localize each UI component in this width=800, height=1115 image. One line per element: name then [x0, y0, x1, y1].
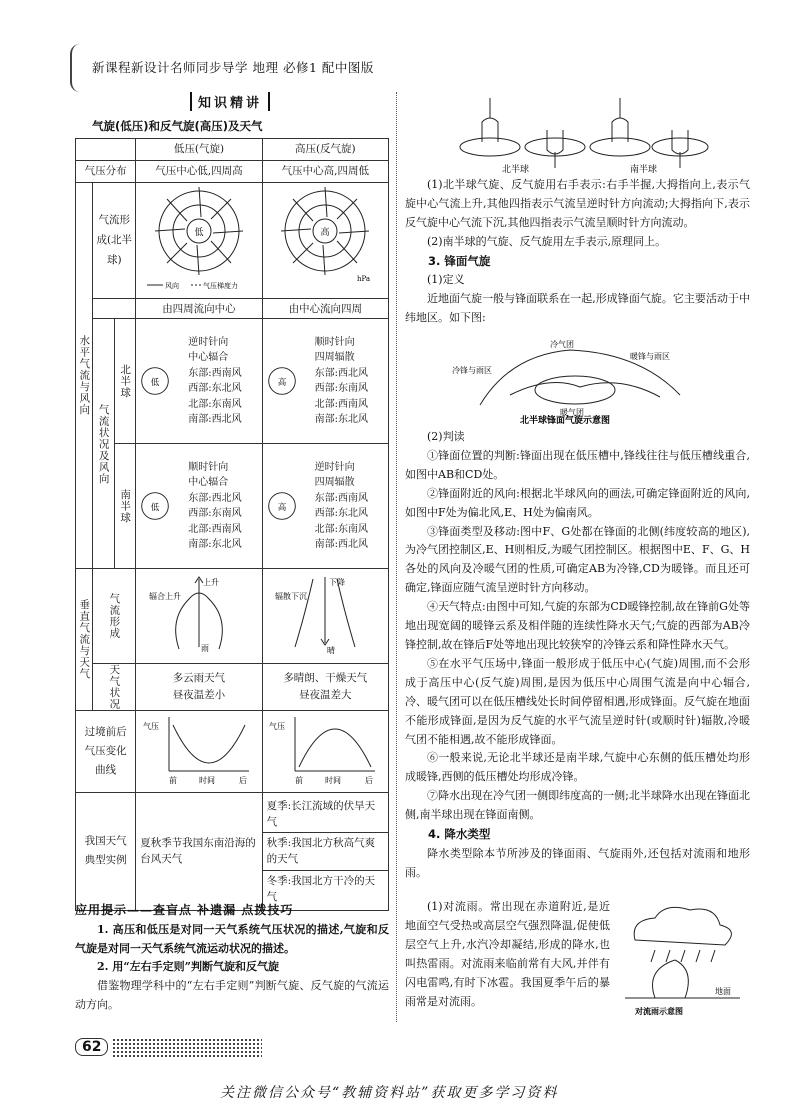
north-low-list: 逆时针向 中心辐合 东部:西南风 西部:东北风 北部:东南风 南部:西北风: [188, 336, 242, 426]
downdraft-diagram: [265, 569, 385, 657]
front-cyclone-figure: [450, 335, 700, 425]
front-figure-caption: 北半球锋面气旋示意图: [520, 416, 611, 425]
svg-text:下降: 下降: [329, 578, 346, 588]
column-divider: [396, 92, 397, 1022]
right-text-1: [405, 176, 750, 328]
tips-title: 应用提示——查盲点 补遗漏 点拨技巧: [75, 903, 294, 917]
svg-text:时间: 时间: [198, 775, 215, 785]
judge-label: (2)判读: [427, 430, 465, 443]
svg-text:后: 后: [238, 775, 247, 785]
label-curve: 过境前后气压变化曲线: [76, 710, 136, 792]
updraft-diagram: [139, 569, 259, 657]
curve-low: [139, 711, 259, 787]
convection-text: [405, 898, 610, 1011]
svg-text:晴: 晴: [327, 646, 336, 656]
curve-high: [265, 711, 385, 787]
group-flow-state: 气流状况及风向: [93, 319, 115, 569]
svg-text:前: 前: [295, 775, 304, 785]
col-header-high: 高压(反气旋): [262, 139, 388, 161]
label-cold-air: 冷气团: [550, 340, 574, 349]
typical-high: 夏季:长江流域的伏旱天气 秋季:我国北方秋高气爽的天气 冬季:我国北方干冷的天气: [262, 792, 388, 910]
judge-4: ④天气特点:由图中可知,气旋的东部为CD暖锋控制,故在锋前G处等地出现宽阔的暖锋云系及相伴随的连续性降水天气;气旋的西部为AB冷锋控制,故在锋后F处等地出现比较狭窄的冷锋云系和降性降水天气。: [405, 600, 750, 651]
legend-force: 气压梯度力: [202, 282, 238, 290]
high-center-label: 高: [320, 228, 330, 238]
col-header-low: 低压(气旋): [136, 139, 262, 161]
knowledge-table: [75, 138, 389, 911]
definition-text: 近地面气旋一般与锋面联系在一起,形成锋面气旋。它主要活动于中纬地区。如下图:: [405, 292, 750, 325]
south-low-swirl: [136, 487, 174, 525]
row-label-pressure: 气压分布: [76, 161, 136, 183]
label-north: 北半球: [114, 319, 136, 444]
hpa-unit: hPa: [357, 275, 371, 283]
group-horizontal: 水平气流与风向: [76, 183, 93, 569]
tips-p3: 借鉴物理学科中的“左右手定则”判断气旋、反气旋的气流运动方向。: [75, 979, 389, 1012]
svg-text:上升: 上升: [202, 578, 219, 588]
judge-3: ③锋面类型及移动:图中F、G处都在锋面的北侧(纬度较高的地区),为冷气团控制区,E、H则相反,为暖气团控制区。根据图中E、F、G、H各处的风向及冷暖气团的性质,可确定AB为冷锋,CD为暖锋。而且还可确定,锋面应随气流呈逆时针方向移动。: [405, 524, 750, 595]
label-cold-front: 冷锋与雨区: [452, 366, 492, 375]
label-warm-front: 暖锋与雨区: [630, 352, 670, 361]
pressure-high: 气压中心高,四周低: [262, 161, 388, 183]
subtitle: 气旋(低压)和反气旋(高压)及天气: [92, 119, 263, 133]
svg-text:高: 高: [277, 378, 286, 389]
svg-text:后: 后: [365, 775, 374, 785]
svg-text:辐散下沉: 辐散下沉: [275, 592, 308, 602]
label-weather: 天气状况: [93, 663, 136, 710]
svg-text:气压: 气压: [269, 721, 286, 731]
row-label-flow-nh: 气流形成(北半球): [93, 183, 136, 299]
legend-wind: 风向: [164, 282, 179, 290]
north-high-list: 顺时针向 四周辐散 东部:西北风 西部:东南风 北部:西南风 南部:东北风: [314, 336, 368, 426]
right-text-2: [405, 428, 750, 883]
low-isobar-diagram: [139, 183, 259, 293]
svg-text:时间: 时间: [325, 775, 342, 785]
svg-text:前: 前: [168, 775, 177, 785]
tips-section: [75, 900, 389, 1015]
tips-p2: 2. 用“左右手定则”判断气旋和反气旋: [97, 960, 279, 974]
tips-p1: 1. 高压和低压是对同一天气系统气压状况的描述,气旋和反气旋是对同一天气系统气流运动状况的描述。: [75, 922, 389, 955]
footer-watermark: 关注微信公众号“教辅资料站”获取更多学习资料: [220, 1085, 559, 1101]
low-center-label: 低: [194, 228, 204, 238]
definition-label: (1)定义: [427, 273, 465, 287]
flow-diagram-high: [262, 183, 388, 299]
convection-p: (1)对流雨。常出现在赤道附近,是近地面空气受热或高层空气强烈降温,促使低层空气上升,水汽冷却凝结,形成的降水,也叫热雷雨。对流雨来临前常有大风,并伴有闪电雷鸣,有时下冰雹。我国夏季午后的暴雨常是对流雨。: [405, 900, 610, 1008]
hand-rule-p1: (1)北半球气旋、反气旋用右手表示:右手半握,大拇指向上,表示气旋中心气流上升,其他四指表示气流呈逆时针方向流动;大拇指向下,表示反气旋中心气流下沉,其他四指表示气流呈顺时针方向流动。: [405, 178, 750, 229]
heading-front-cyclone: 3. 锋面气旋: [428, 253, 491, 268]
hand-rule-figure: [450, 92, 710, 174]
judge-5: ⑤在水平气压场中,锋面一般形成于低压中心(气旋)周围,而不会形成于高压中心(反气旋)周围,是因为低压中心周围气流是向中心辐合,冷、暖气团可以在低压槽线处长时间停留相遇,形成锋面。反气旋在地面不能形成锋面,是因为反气旋的水平气流呈逆时针(或顺时针)辐散,冷暖气团不能相遇,故不能形成锋面。: [405, 656, 750, 746]
south-high-swirl: [263, 487, 301, 525]
heading-precip: 4. 降水类型: [428, 827, 491, 842]
high-isobar-diagram: [265, 183, 385, 293]
running-header: 新课程新设计名师同步导学 地理 必修1 配中图版: [92, 60, 374, 75]
label-typical: 我国天气典型实例: [76, 792, 136, 910]
convection-figure: [615, 900, 750, 1020]
ground-label: 地面: [715, 987, 731, 996]
header-bracket: [70, 44, 86, 92]
flow-diagram-low: [136, 183, 262, 299]
hand-label-south: 南半球: [630, 165, 658, 174]
convection-caption: 对流雨示意图: [635, 1006, 683, 1016]
north-low-swirl: [136, 362, 174, 400]
hand-label-north: 北半球: [502, 165, 530, 174]
page-number-dots: [112, 1038, 262, 1058]
caption-low: 由四周流向中心: [136, 299, 262, 319]
judge-7: ⑦降水出现在冷气团一侧即纬度高的一侧;北半球降水出现在锋面北侧,南半球出现在锋面南侧。: [405, 789, 750, 822]
svg-text:气压: 气压: [142, 721, 159, 731]
hand-rule-p2: (2)南半球的气旋、反气旋用左手表示,原理同上。: [427, 234, 667, 248]
south-high-list: 逆时针向 四周辐散 东部:西南风 西部:东北风 北部:东南风 南部:西北风: [314, 461, 368, 551]
pressure-low: 气压中心低,四周高: [136, 161, 262, 183]
svg-text:高: 高: [277, 503, 286, 514]
judge-2: ②锋面附近的风向:根据北半球风向的画法,可确定锋面附近的风向,如图中F处为偏北风,E、H处为偏南风。: [405, 486, 750, 519]
svg-text:低: 低: [150, 378, 160, 389]
svg-text:低: 低: [150, 503, 160, 514]
label-vertical-flow: 气流形成: [93, 569, 136, 663]
page-number: 62: [75, 1038, 108, 1056]
svg-text:辐合上升: 辐合上升: [148, 592, 181, 602]
precip-intro: 降水类型除本节所涉及的锋面雨、气旋雨外,还包括对流雨和地形雨。: [405, 846, 750, 879]
south-low-list: 顺时针向 中心辐合 东部:西北风 西部:东南风 北部:西南风 南部:东北风: [188, 461, 242, 551]
judge-6: ⑥一般来说,无论北半球还是南半球,气旋中心东侧的低压槽处均形成暖锋,西侧的低压槽处均形成冷锋。: [405, 751, 750, 784]
caption-high: 由中心流向四周: [262, 299, 388, 319]
svg-text:雨: 雨: [200, 644, 209, 654]
section-title: 知识精讲: [190, 92, 270, 111]
group-vertical: 垂直气流与天气: [76, 569, 93, 710]
north-high-swirl: [263, 362, 301, 400]
typical-low: 夏秋季节我国东南沿海的台风天气: [136, 792, 262, 910]
label-warm-air: 暖气团: [560, 408, 584, 417]
judge-1: ①锋面位置的判断:锋面出现在低压槽中,锋线往往与低压槽线重合,如图中AB和CD处。: [405, 448, 750, 481]
weather-low: 多云雨天气 昼夜温差小: [136, 663, 262, 710]
label-south: 南半球: [114, 444, 136, 569]
weather-high: 多晴朗、干燥天气 昼夜温差大: [262, 663, 388, 710]
